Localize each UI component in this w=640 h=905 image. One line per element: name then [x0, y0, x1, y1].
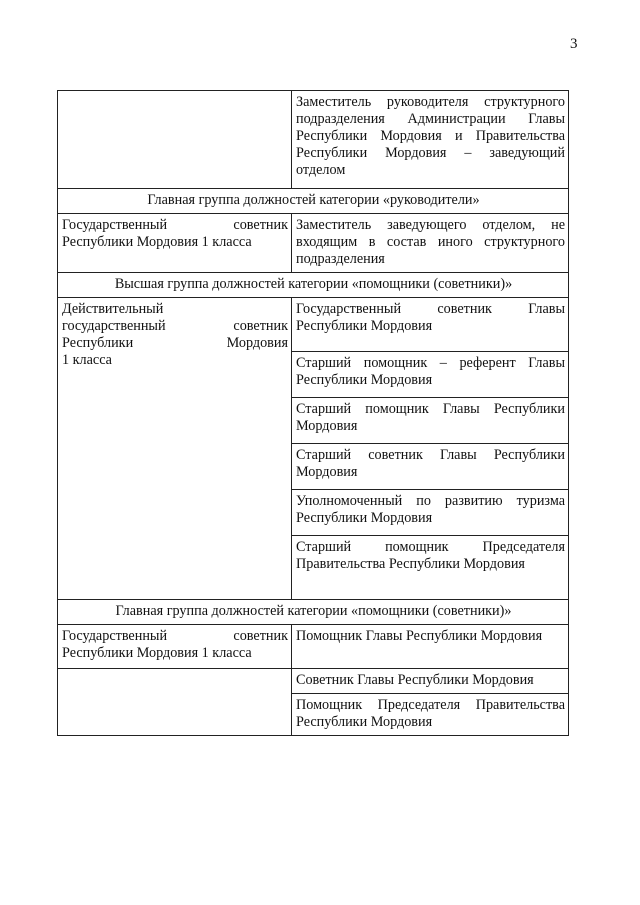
empty-cell: [58, 669, 292, 736]
position-cell: Помощник Председателя Правительства Республики Мордовия: [292, 694, 569, 736]
position-cell: Советник Главы Республики Мордовия: [292, 669, 569, 694]
position-cell: Помощник Главы Республики Мордовия: [292, 625, 569, 669]
rank-word: советник: [233, 217, 288, 233]
rank-word: советник: [233, 318, 288, 334]
group-header-row: [58, 600, 569, 625]
table-row: [58, 298, 569, 352]
rank-line: 1 класса: [62, 352, 112, 368]
positions-table: [57, 90, 569, 736]
position-cell: Старший помощник – референт Главы Республики Мордовия: [292, 352, 569, 398]
page-number: 3: [570, 36, 578, 52]
table-row: [58, 625, 569, 669]
empty-cell: [58, 91, 292, 189]
class-rank-cell: [58, 625, 292, 669]
table-row: [58, 91, 569, 189]
position-cell: Старший советник Главы Республики Мордовия: [292, 444, 569, 490]
rank-word: Республики: [62, 335, 134, 351]
rank-word: государственный: [62, 318, 166, 334]
rank-line: Действительный: [62, 301, 164, 317]
class-rank-cell: [58, 298, 292, 600]
group-header: Главная группа должностей категории «помощники (советники)»: [58, 600, 569, 625]
position-cell: Старший помощник Председателя Правительства Республики Мордовия: [292, 536, 569, 600]
group-header: Высшая группа должностей категории «помощники (советники)»: [58, 273, 569, 298]
rank-word: Мордовия: [226, 335, 288, 351]
class-rank-cell: [58, 214, 292, 273]
position-cell: Заместитель заведующего отделом, не входящим в состав иного структурного подразделения: [292, 214, 569, 273]
group-header-row: [58, 273, 569, 298]
group-header: Главная группа должностей категории «руководители»: [58, 189, 569, 214]
position-cell: Заместитель руководителя структурного подразделения Администрации Главы Республики Мордовия и Правительства Республики Мордовия – заведующий отделом: [292, 91, 569, 189]
table-row: [58, 214, 569, 273]
position-cell: Старший помощник Главы Республики Мордовия: [292, 398, 569, 444]
rank-line: Республики Мордовия 1 класса: [62, 234, 252, 250]
table-row: [58, 669, 569, 694]
group-header-row: [58, 189, 569, 214]
position-cell: Государственный советник Главы Республики Мордовия: [292, 298, 569, 352]
position-cell: Уполномоченный по развитию туризма Республики Мордовия: [292, 490, 569, 536]
rank-word: советник: [233, 628, 288, 644]
rank-line: Республики Мордовия 1 класса: [62, 645, 252, 661]
rank-word: Государственный: [62, 628, 168, 644]
rank-word: Государственный: [62, 217, 168, 233]
